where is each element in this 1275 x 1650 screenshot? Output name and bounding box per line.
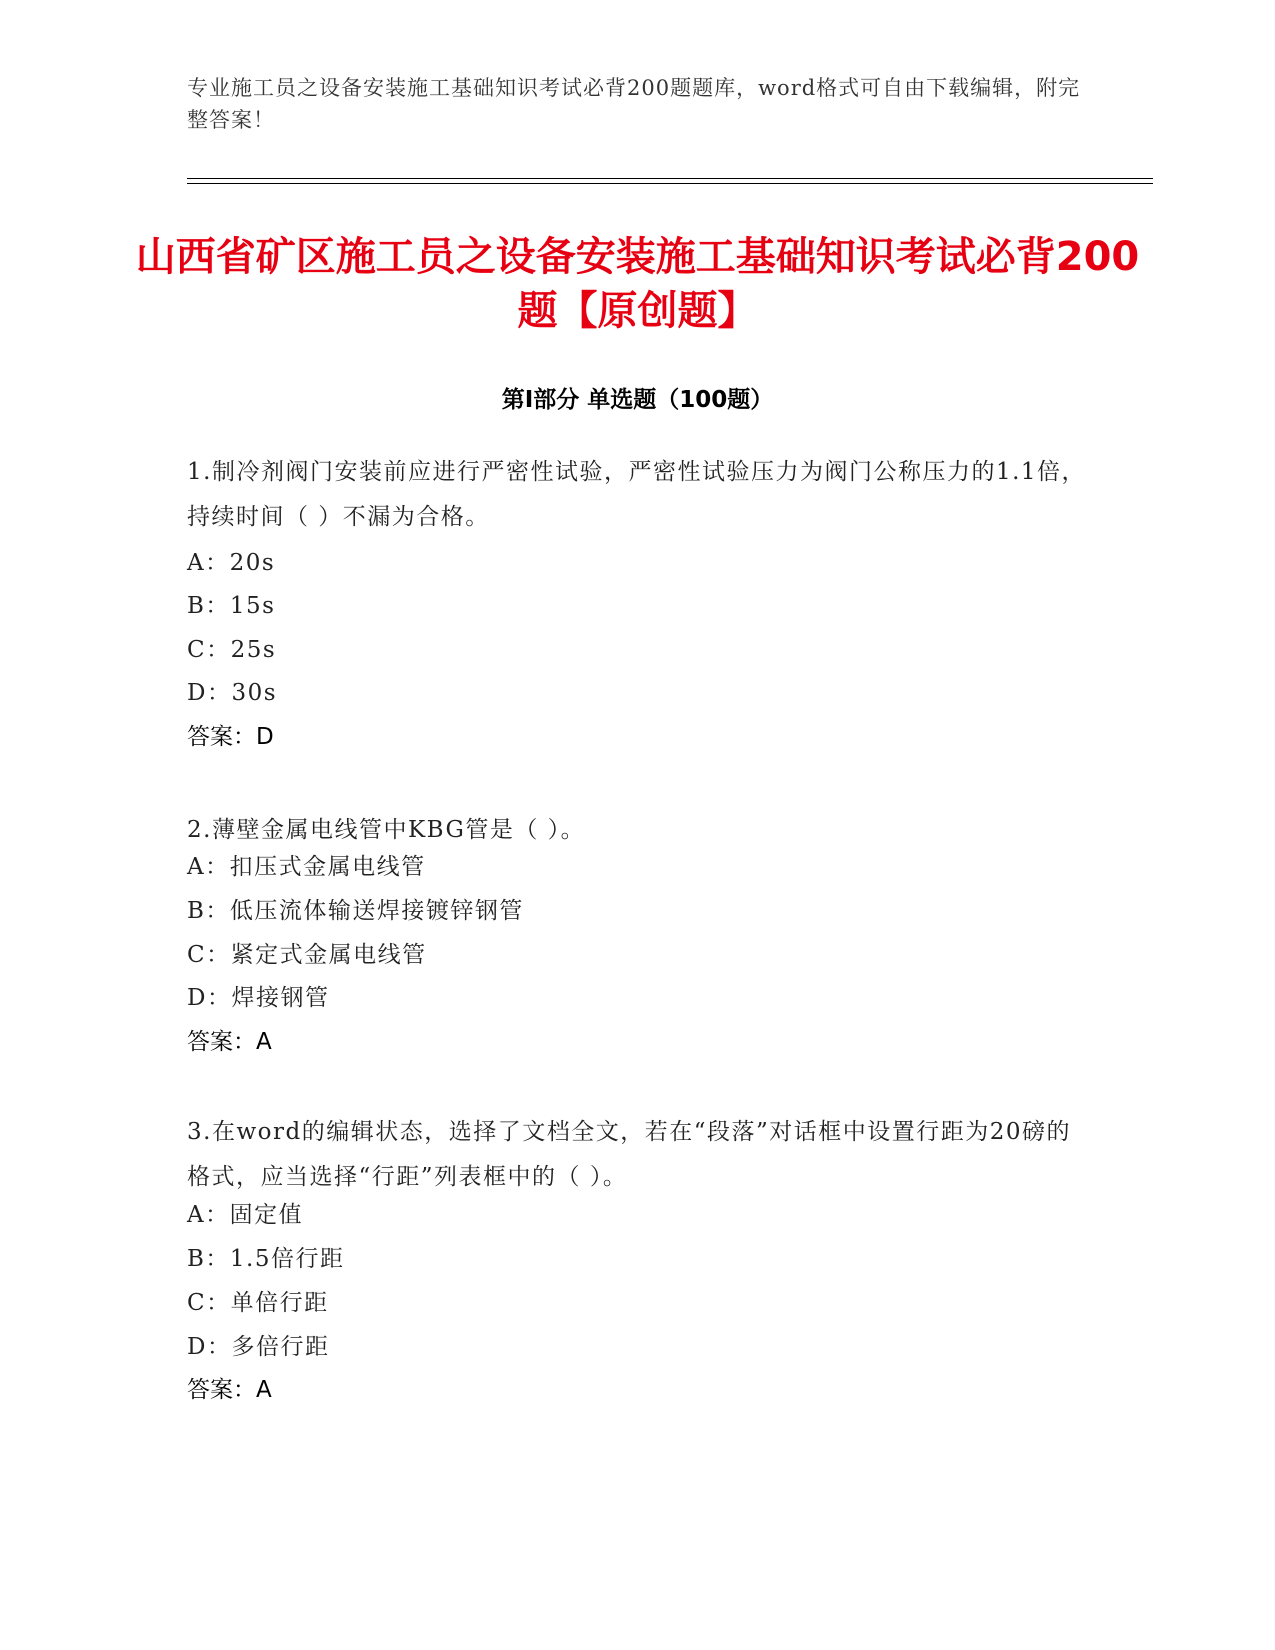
question-option: D：焊接钢管 (187, 985, 330, 1011)
header-rule-top (187, 178, 1153, 179)
question-stem: 1.制冷剂阀门安装前应进行严密性试验，严密性试验压力为阀门公称压力的1.1倍，持续时间（ ）不漏为合格。 (187, 459, 1087, 530)
question-option: B：1.5倍行距 (187, 1246, 345, 1272)
question-stem: 2.薄壁金属电线管中KBG管是（ ）。 (187, 817, 586, 843)
document-title: 山西省矿区施工员之设备安装施工基础知识考试必背200题【原创题】 (135, 234, 1140, 334)
question-option: A：固定值 (187, 1202, 304, 1228)
header-note: 专业施工员之设备安装施工基础知识考试必背200题题库，word格式可自由下载编辑，附完整答案！ (187, 76, 1081, 132)
question-option: B：低压流体输送焊接镀锌钢管 (187, 898, 524, 924)
header-rule-bottom (187, 183, 1153, 184)
question-option: A：扣压式金属电线管 (187, 854, 426, 880)
question-option: B：15s (187, 593, 276, 619)
question-answer: 答案：D (187, 724, 274, 750)
section-heading: 第I部分 单选题（100题） (501, 387, 774, 413)
question-option: C：单倍行距 (187, 1290, 329, 1316)
question-option: C：25s (187, 637, 277, 663)
question-option: A：20s (187, 550, 276, 576)
question-answer: 答案：A (187, 1377, 272, 1403)
question-option: D：30s (187, 680, 278, 706)
question-option: D：多倍行距 (187, 1334, 330, 1360)
question-option: C：紧定式金属电线管 (187, 942, 427, 968)
question-stem: 3.在word的编辑状态，选择了文档全文，若在“段落”对话框中设置行距为20磅的格式，应当选择“行距”列表框中的（ ）。 (187, 1119, 1071, 1190)
question-answer: 答案：A (187, 1029, 272, 1055)
